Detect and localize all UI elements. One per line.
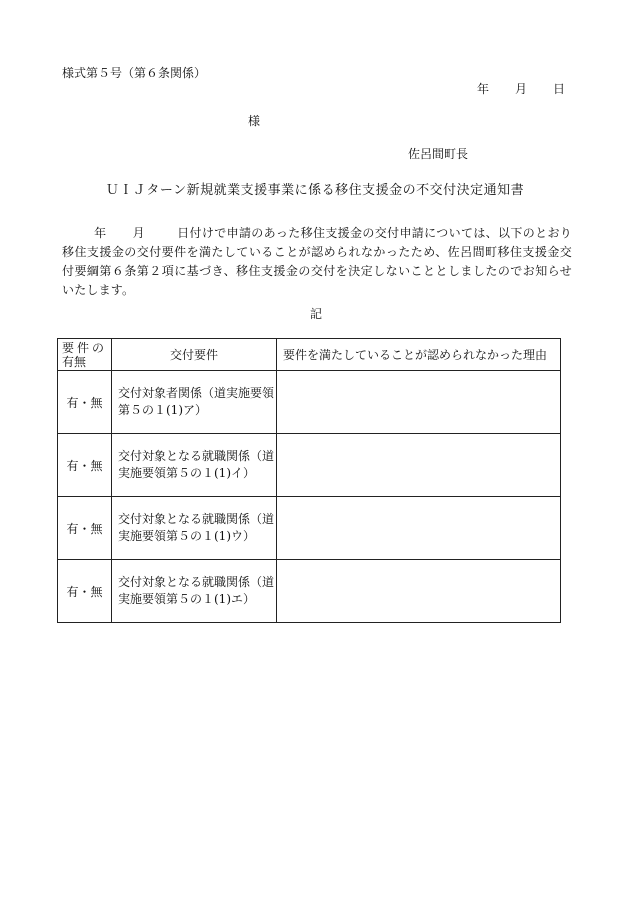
body-year: 年	[94, 226, 107, 240]
table-row	[58, 560, 561, 623]
cell-reason[interactable]	[277, 560, 561, 623]
date-month: 月	[514, 82, 527, 96]
cell-has[interactable]: 有・無	[58, 371, 112, 434]
header-has	[58, 339, 112, 371]
cell-has[interactable]: 有・無	[58, 560, 112, 623]
date-day: 日	[552, 82, 565, 96]
body-paragraph	[62, 224, 572, 300]
body-text: 日付けで申請のあった移住支援金の交付申請については、以下のとおり移住支援金の交付要件を満たしていることが認められなかったため、佐呂間町移住支援金交付要綱第６条第２項に基づき、移住支援金の交付を決定しないこととしましたのでお知らせいたします。	[62, 226, 573, 297]
body-month: 月	[132, 226, 146, 240]
cell-reason[interactable]	[277, 434, 561, 497]
date-line	[477, 83, 565, 95]
cell-requirement: 交付対象となる就職関係（道 実施要領第５の１(1)ウ）	[112, 497, 277, 560]
header-has-line1: 要件の	[62, 340, 108, 355]
header-requirement: 交付要件	[112, 339, 277, 371]
form-number: 様式第５号（第６条関係）	[62, 66, 207, 80]
document-title: ＵＩＪターン新規就業支援事業に係る移住支援金の不交付決定通知書	[105, 183, 525, 198]
cell-reason[interactable]	[277, 497, 561, 560]
requirements-table	[57, 338, 561, 623]
table-header-row	[58, 339, 561, 371]
cell-requirement: 交付対象となる就職関係（道 実施要領第５の１(1)イ）	[112, 434, 277, 497]
cell-has[interactable]: 有・無	[58, 497, 112, 560]
cell-reason[interactable]	[277, 371, 561, 434]
cell-requirement: 交付対象者関係（道実施要領 第５の１(1)ア）	[112, 371, 277, 434]
issuer-name: 佐呂間町長	[407, 147, 468, 161]
cell-has[interactable]: 有・無	[58, 434, 112, 497]
recipient-suffix: 様	[248, 114, 261, 128]
table-row	[58, 434, 561, 497]
cell-requirement: 交付対象となる就職関係（道 実施要領第５の１(1)エ）	[112, 560, 277, 623]
table-row	[58, 497, 561, 560]
table-row	[58, 371, 561, 434]
ki-marker: 記	[310, 307, 323, 321]
header-reason: 要件を満たしていることが認められなかった理由	[277, 339, 561, 371]
header-has-line2: 有無	[62, 354, 87, 369]
date-year: 年	[476, 82, 489, 96]
